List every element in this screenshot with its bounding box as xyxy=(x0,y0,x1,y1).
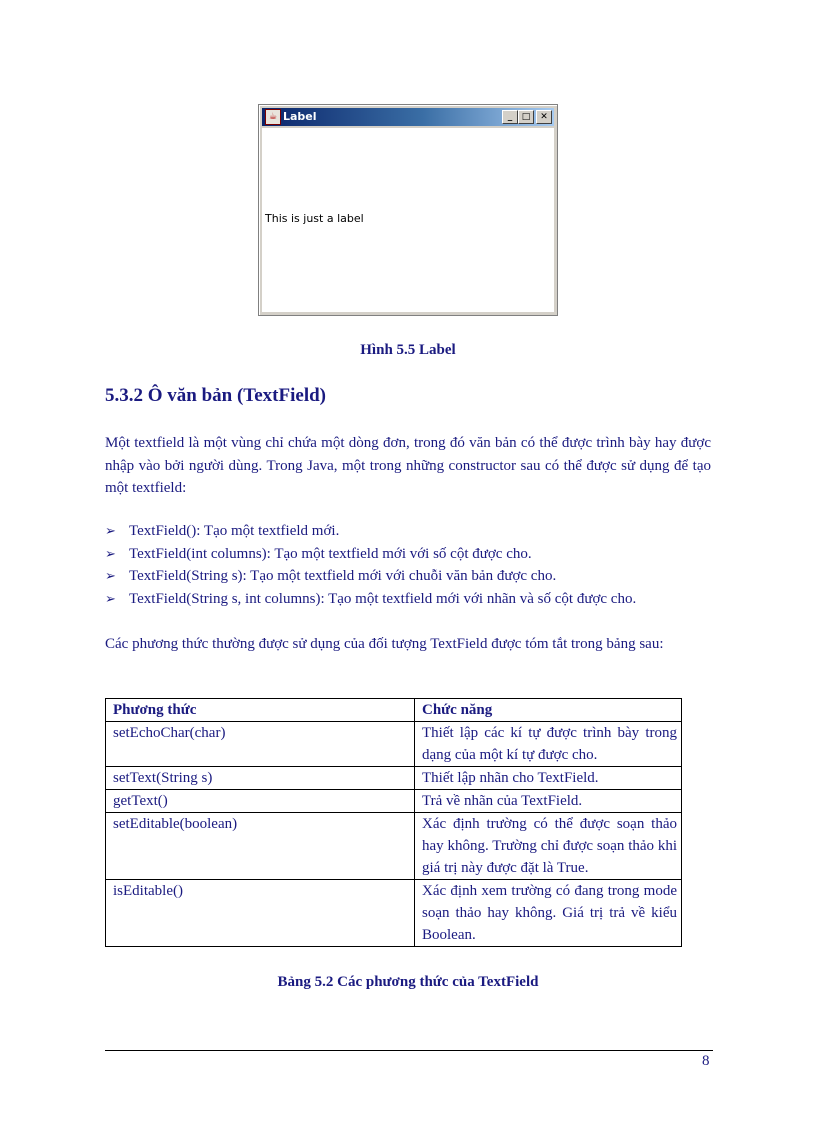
table-row xyxy=(106,790,682,813)
minimize-icon[interactable]: _ xyxy=(502,110,518,124)
column-header-method: Phương thức xyxy=(106,699,415,722)
description-cell: Thiết lập các kí tự được trình bày trong dạng của một kí tự được cho. xyxy=(415,722,682,767)
list-item: ➢ TextField(String s, int columns): Tạo một textfield mới với nhãn và số cột được cho. xyxy=(105,588,636,611)
method-cell: getText() xyxy=(106,790,415,813)
table-intro-paragraph: Các phương thức thường được sử dụng của đối tượng TextField được tóm tắt trong bảng sau: xyxy=(105,636,664,652)
column-header-function: Chức năng xyxy=(415,699,682,722)
java-app-icon: ☕ xyxy=(265,109,281,125)
page-number: 8 xyxy=(702,1053,710,1069)
maximize-icon[interactable]: □ xyxy=(518,110,534,124)
description-cell: Xác định xem trường có đang trong mode soạn thảo hay không. Giá trị trả về kiểu Boolean. xyxy=(415,880,682,947)
table-caption: Bảng 5.2 Các phương thức của TextField xyxy=(277,974,539,990)
list-item: ➢ TextField(int columns): Tạo một textfield mới với số cột được cho. xyxy=(105,543,636,566)
method-cell: setEchoChar(char) xyxy=(106,722,415,767)
table-row xyxy=(106,880,682,947)
description-cell: Thiết lập nhãn cho TextField. xyxy=(415,767,682,790)
window-content xyxy=(262,128,554,312)
arrow-bullet-icon: ➢ xyxy=(105,524,116,539)
list-item: ➢ TextField(String s): Tạo một textfield mới với chuỗi văn bản được cho. xyxy=(105,565,636,588)
close-icon[interactable]: ✕ xyxy=(536,110,552,124)
method-cell: isEditable() xyxy=(106,880,415,947)
label-demo-window xyxy=(258,104,558,316)
figure-caption: Hình 5.5 Label xyxy=(360,342,456,358)
arrow-bullet-icon: ➢ xyxy=(105,569,116,584)
constructor-list xyxy=(105,520,636,610)
method-cell: setText(String s) xyxy=(106,767,415,790)
method-cell: setEditable(boolean) xyxy=(106,813,415,880)
table-row xyxy=(106,767,682,790)
table-row xyxy=(106,722,682,767)
footer-divider xyxy=(105,1050,713,1051)
arrow-bullet-icon: ➢ xyxy=(105,591,116,607)
table-header-row xyxy=(106,699,682,722)
label-component: This is just a label xyxy=(265,212,364,225)
methods-table xyxy=(105,698,682,947)
intro-paragraph: Một textfield là một vùng chỉ chứa một dòng đơn, trong đó văn bản có thể được trình bày hay được nhập vào bởi người dùng. Trong Java, một trong những constructor sau có thể được sử dụng để tạo một textfield: xyxy=(105,435,711,496)
arrow-bullet-icon: ➢ xyxy=(105,546,116,562)
window-titlebar[interactable] xyxy=(262,108,554,126)
table-row xyxy=(106,813,682,880)
section-heading: 5.3.2 Ô văn bản (TextField) xyxy=(105,385,326,406)
description-cell: Trả về nhãn của TextField. xyxy=(415,790,682,813)
description-cell: Xác định trường có thể được soạn thảo hay không. Trường chỉ được soạn thảo khi giá trị này được đặt là True. xyxy=(415,813,682,880)
window-title: Label xyxy=(283,110,317,123)
list-item: ➢ TextField(): Tạo một textfield mới. xyxy=(105,520,636,543)
